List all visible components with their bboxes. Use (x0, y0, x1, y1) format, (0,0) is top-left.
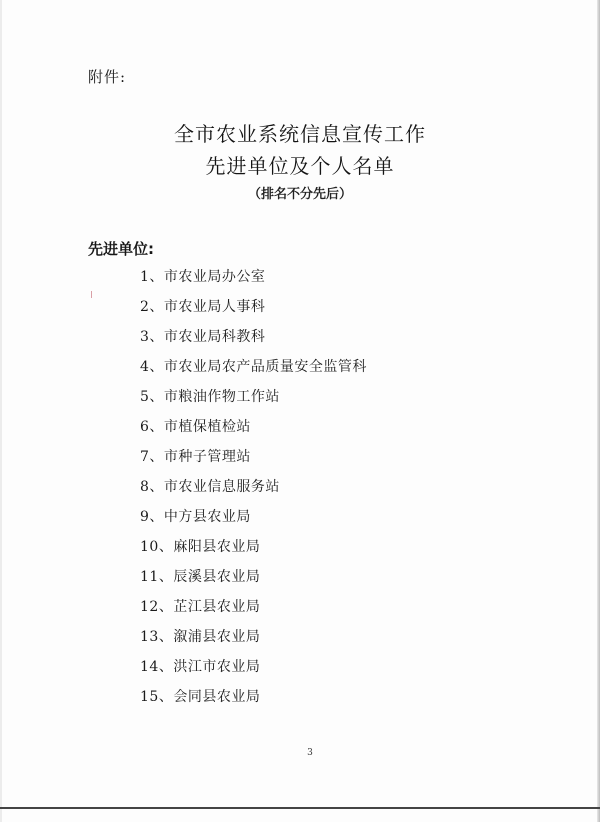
list-item: 13、溆浦县农业局 (140, 629, 261, 645)
section-heading-advanced-units: 先进单位: (88, 240, 154, 258)
list-item: 11、辰溪县农业局 (140, 569, 261, 585)
list-item: 4、市农业局农产品质量安全监管科 (140, 359, 367, 375)
list-item: 7、市种子管理站 (140, 449, 251, 465)
list-item: 10、麻阳县农业局 (140, 539, 261, 555)
list-item: 9、中方县农业局 (140, 509, 251, 525)
page-bottom-rule (0, 807, 600, 809)
list-item: 1、市农业局办公室 (140, 269, 266, 285)
list-item: 5、市粮油作物工作站 (140, 389, 280, 405)
list-item: 3、市农业局科教科 (140, 329, 266, 345)
page-number: 3 (307, 748, 313, 758)
document-subtitle: （排名不分先后） (247, 187, 352, 202)
document-title-line-2: 先进单位及个人名单 (205, 154, 395, 178)
list-item: 15、会同县农业局 (140, 689, 261, 705)
scan-speck (91, 291, 92, 298)
advanced-unit-list (140, 262, 367, 712)
document-title-line-1: 全市农业系统信息宣传工作 (174, 122, 426, 146)
list-item: 6、市植保植检站 (140, 419, 251, 435)
list-item: 12、芷江县农业局 (140, 599, 261, 615)
attachment-label: 附件: (88, 68, 127, 86)
list-item: 14、洪江市农业局 (140, 659, 261, 675)
list-item: 2、市农业局人事科 (140, 299, 266, 315)
list-item: 8、市农业信息服务站 (140, 479, 280, 495)
